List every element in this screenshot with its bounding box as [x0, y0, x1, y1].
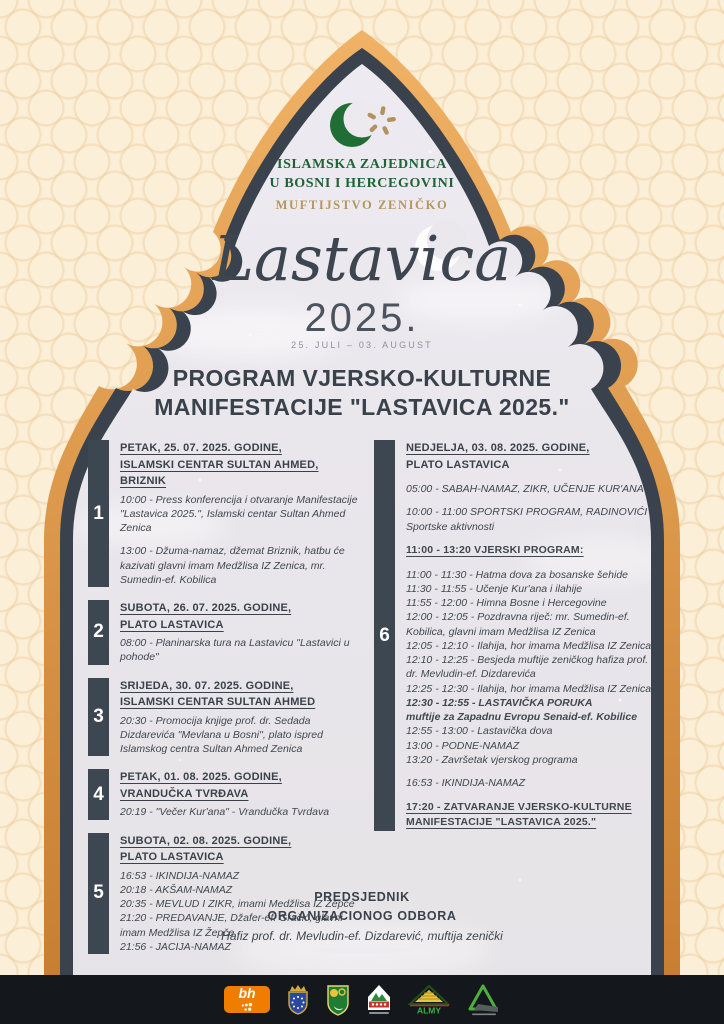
schedule-entry: 13:00 - PODNE-NAMAZ — [406, 739, 520, 752]
schedule-entry: 11:55 - 12:00 - Himna Bosne i Hercegovine — [406, 597, 607, 610]
schedule-entry: Sportske aktivnosti — [406, 520, 495, 533]
item-number-bar — [88, 769, 109, 819]
item-heading — [120, 678, 364, 711]
item-number: 4 — [93, 783, 104, 805]
org-line2: U BOSNI I HERCEGOVINI — [269, 175, 455, 191]
item-number-bar — [374, 440, 395, 831]
page-title-line2: MANIFESTACIJE "LASTAVICA 2025." — [154, 394, 570, 421]
almy-label: ALMY — [416, 1005, 442, 1015]
schedule-entry: 12:05 - 12:10 - Ilahija, hor imama Medžlisa IZ Zenica — [406, 639, 652, 652]
organization-block — [0, 156, 724, 214]
schedule-item-4 — [88, 769, 364, 819]
schedule-item-1 — [88, 440, 364, 587]
zenica-coat-of-arms — [326, 984, 350, 1016]
schedule-entry: 08:00 - Planinarska tura na Lastavicu "Lastavici u pohode" — [120, 637, 350, 664]
item-heading-line: SRIJEDA, 30. 07. 2025. GODINE, — [120, 679, 294, 692]
event-year: 2025. — [304, 296, 420, 340]
bh-telecom-dots-icon — [238, 1002, 256, 1013]
schedule-entry: 16:53 - IKINDIJA-NAMAZ — [406, 777, 526, 790]
item-heading-line: PETAK, 01. 08. 2025. GODINE, — [120, 771, 282, 784]
closing-block — [0, 888, 724, 943]
schedule-entry: 12:25 - 12:30 - Ilahija, hor imama Medžlisa IZ Zenica — [406, 682, 652, 695]
schedule-entry: 11:30 - 11:55 - Učenje Kur'ana i ilahije — [406, 582, 583, 595]
page-title — [60, 364, 664, 423]
item-heading — [120, 600, 364, 633]
item-heading — [120, 440, 364, 490]
schedule-item-6 — [374, 440, 652, 831]
item-heading-line: SUBOTA, 02. 08. 2025. GODINE, — [120, 834, 292, 847]
schedule-entry: 20:35 - MEVLUD I ZIKR, imami Medžlisa IZ Žepče — [120, 898, 355, 911]
medzlis-iz-zenica-emblem — [366, 984, 392, 1016]
schedule-entry: 12:10 - 12:25 - Besjeda muftije zeničkog hafiza prof. dr. Mevludin-ef. Dizdarevića — [406, 654, 649, 681]
item-heading — [406, 440, 652, 473]
schedule-entry: 20:30 - Promocija knjige prof. dr. Sedada Dizdarevića "Mevlana u Bosni", plato ispred Islamskog centra Sultan Ahmed Zenica — [120, 714, 323, 756]
item-number: 5 — [93, 882, 104, 904]
event-dates: 25. JULI – 03. AUGUST — [291, 340, 433, 350]
schedule-entry: 21:20 - PREDAVANJE, Džafer-ef. Gračić, glavni imam Medžlisa IZ Žepče — [120, 912, 343, 939]
green-a-company-logo — [466, 984, 500, 1016]
schedule-entry: MANIFESTACIJE "LASTAVICA 2025." — [406, 816, 597, 829]
schedule-entry: muftije za Zapadnu Evropu Senaid-ef. Kobilice — [406, 711, 638, 724]
item-heading-line: ISLAMSKI CENTAR SULTAN AHMED — [120, 696, 316, 709]
item-number-bar — [88, 440, 109, 587]
item-heading-line: PLATO LASTAVICA — [120, 851, 224, 864]
item-number: 6 — [379, 624, 390, 646]
schedule-entry: 20:19 - "Večer Kur'ana" - Vrandučka Tvrdava — [120, 806, 330, 819]
schedule-entry: 05:00 - SABAH-NAMAZ, ZIKR, UČENJE KUR'ANA — [406, 483, 644, 495]
schedule-entry: 12:55 - 13:00 - Lastavička dova — [406, 725, 553, 738]
sponsor-logo-band — [0, 975, 724, 1024]
item-number: 3 — [93, 706, 104, 728]
schedule-entry: 10:00 - Press konferencija i otvaranje Manifestacije "Lastavica 2025.", Islamski centar Sultan Ahmed Zenica — [120, 493, 358, 535]
item-heading-line: ISLAMSKI CENTAR SULTAN AHMED, BRIZNIK — [120, 458, 319, 487]
page-title-line1: PROGRAM VJERSKO-KULTURNE — [172, 365, 552, 391]
item-heading-line: PLATO LASTAVICA — [120, 618, 224, 631]
item-heading-line: NEDJELJA, 03. 08. 2025. GODINE, — [406, 442, 590, 454]
schedule-entry: 10:00 - 11:00 SPORTSKI PROGRAM, RADINOVIĆI — [406, 506, 648, 519]
schedule-entry: 11:00 - 13:20 VJERSKI PROGRAM: — [406, 543, 584, 556]
schedule-entry: 12:00 - 12:05 - Pozdravna riječ: mr. Sumedin-ef. Kobilica, glavni imam Medžlisa IZ Zenica — [406, 611, 630, 638]
schedule-entry: 20:18 - AKŠAM-NAMAZ — [120, 883, 233, 896]
zdk-coat-of-arms — [286, 984, 310, 1016]
schedule-entry: 12:30 - 12:55 - LASTAVIČKA PORUKA — [406, 696, 593, 709]
bh-telecom-label: bh — [238, 985, 256, 1001]
item-number-bar — [88, 600, 109, 665]
org-line3: MUFTIJSTVO ZENIČKO — [275, 197, 449, 212]
item-heading — [120, 769, 364, 802]
closing-line2: ORGANIZACIONOG ODBORA — [267, 908, 457, 923]
bh-telecom-logo — [224, 986, 270, 1013]
item-heading-line: PETAK, 25. 07. 2025. GODINE, — [120, 442, 282, 454]
item-heading-line: PLATO LASTAVICA — [406, 458, 510, 471]
item-heading-line: SUBOTA, 26. 07. 2025. GODINE, — [120, 602, 292, 615]
org-line1: ISLAMSKA ZAJEDNICA — [277, 157, 447, 172]
almy-logo — [408, 985, 450, 1015]
closing-line1: PREDSJEDNIK — [314, 890, 410, 904]
schedule-entry: 21:56 - JACIJA-NAMAZ — [120, 941, 231, 954]
item-number: 1 — [93, 502, 104, 524]
schedule-column-right — [374, 440, 652, 844]
item-number-bar — [88, 678, 109, 757]
schedule-entry: 13:20 - Završetak vjerskog programa — [406, 754, 578, 766]
item-heading — [120, 833, 364, 866]
schedule-entry: 16:53 - IKINDIJA-NAMAZ — [120, 869, 240, 882]
schedule-entry: 13:00 - Džuma-namaz, džemat Briznik, hatbu će kazivati glavni imam Medžlisa IZ Zenica, mr. Sumedin-ef. Kobilica — [120, 545, 345, 586]
item-number: 2 — [93, 621, 104, 643]
event-script-title: Lastavica — [212, 222, 512, 295]
schedule-entry: 11:00 - 11:30 - Hatma dova za bosanske šehide — [406, 568, 628, 581]
item-heading-line: VRANDUČKA TVRĐAVA — [120, 787, 249, 800]
schedule-item-3 — [88, 678, 364, 757]
closing-signature: Hafiz prof. dr. Mevludin-ef. Dizdarević, muftija zenički — [221, 928, 503, 943]
schedule-entry: 17:20 - ZATVARANJE VJERSKO-KULTURNE — [406, 800, 632, 813]
schedule-item-2 — [88, 600, 364, 665]
